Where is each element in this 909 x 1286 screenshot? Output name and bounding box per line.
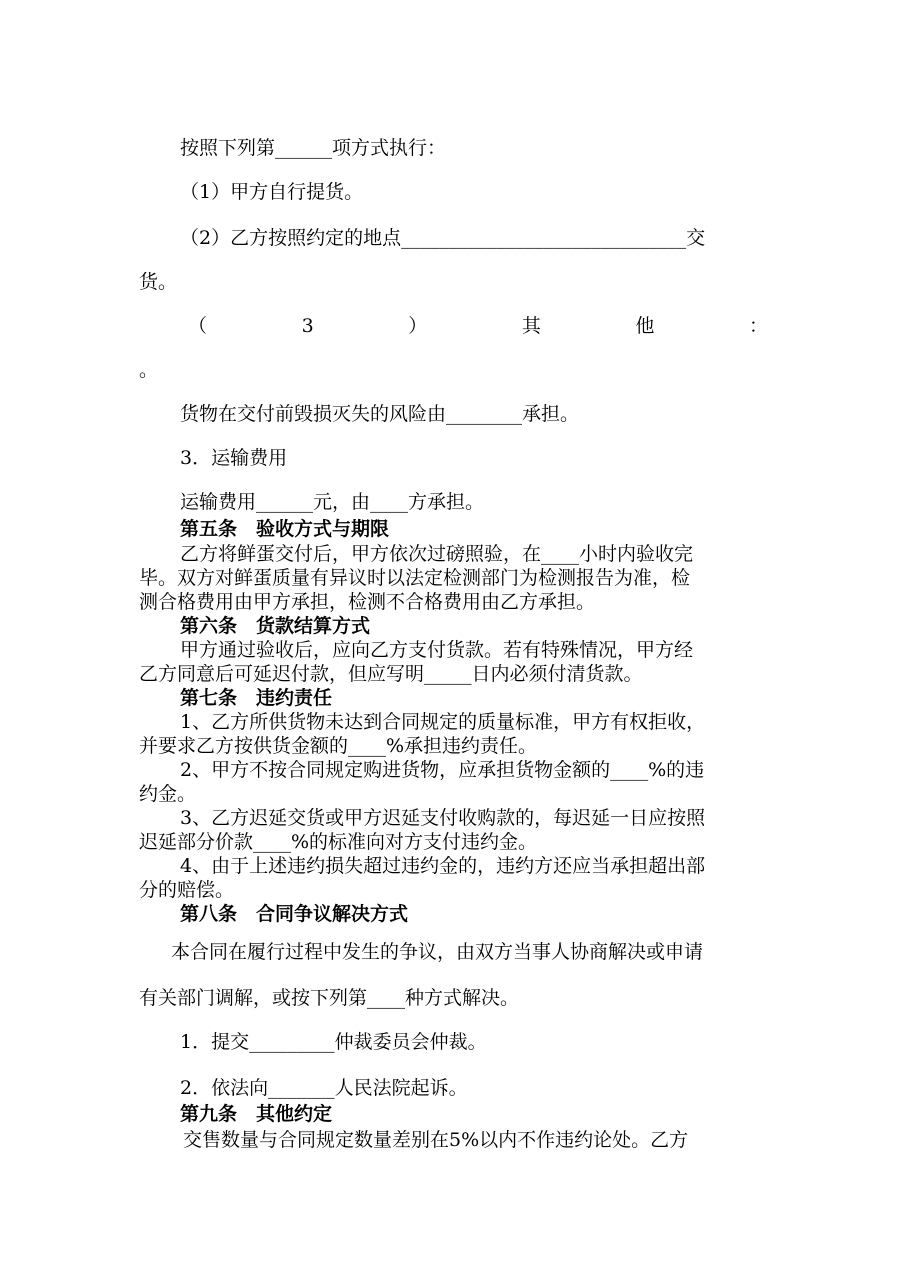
article-5-text: 测合格费用由甲方承担，检测不合格费用由乙方承担。 xyxy=(139,591,596,613)
delivery-option-3-cont: 。 xyxy=(139,359,159,381)
article-8-option-1: 1．提交_________仲裁委员会仲裁。 xyxy=(180,1031,487,1053)
article-7-item-2: 约金。 xyxy=(139,783,197,805)
article-7-item-1: 并要求乙方按供货金额的____%承担违约责任。 xyxy=(139,735,538,757)
delivery-option-3 xyxy=(188,314,768,338)
article-7-heading: 第七条 违约责任 xyxy=(180,687,333,709)
option-3-part: 其 xyxy=(521,315,541,337)
article-5-heading: 第五条 验收方式与期限 xyxy=(180,518,390,540)
article-7-item-3: 迟延部分价款____%的标准向对方支付违约金。 xyxy=(139,831,538,853)
article-7-item-4: 分的赔偿。 xyxy=(139,879,235,901)
article-9-heading: 第九条 其他约定 xyxy=(180,1103,333,1125)
article-8-text: 本合同在履行过程中发生的争议，由双方当事人协商解决或申请 xyxy=(171,941,704,963)
article-6-heading: 第六条 货款结算方式 xyxy=(180,615,371,637)
delivery-option-1: （1）甲方自行提货。 xyxy=(180,181,364,203)
article-6-text: 甲方通过验收后，应向乙方支付货款。若有特殊情况，甲方经 xyxy=(180,639,694,661)
option-3-part: 3 xyxy=(301,315,314,337)
option-3-part: （ xyxy=(188,315,208,337)
option-3-part: ） xyxy=(408,315,428,337)
article-5-text: 毕。双方对鲜蛋质量有异议时以法定检测部门为检测报告为准，检 xyxy=(139,567,691,589)
article-8-text: 有关部门调解，或按下列第____种方式解决。 xyxy=(139,987,520,1009)
article-7-item-3: 3、乙方迟延交货或甲方迟延支付收购款的，每迟延一日应按照 xyxy=(180,807,706,829)
option-3-part: 他 xyxy=(635,315,655,337)
article-7-item-4: 4、由于上述违约损失超过违约金的，违约方还应当承担超出部 xyxy=(180,855,706,877)
article-9-text: 交售数量与合同规定数量差别在5%以内不作违约论处。乙方 xyxy=(183,1129,689,1151)
article-8-heading: 第八条 合同争议解决方式 xyxy=(180,903,409,925)
delivery-option-2-cont: 货。 xyxy=(139,271,178,293)
article-8-option-2: 2．依法向_______人民法院起诉。 xyxy=(180,1077,468,1099)
article-6-text: 乙方同意后可延迟付款，但应写明_____日内必须付清货款。 xyxy=(139,663,643,685)
delivery-method-choice: 按照下列第______项方式执行： xyxy=(180,137,447,159)
risk-of-loss-clause: 货物在交付前毁损灭失的风险由________承担。 xyxy=(180,403,580,425)
transport-cost-heading: 3．运输费用 xyxy=(180,447,288,469)
option-3-part: ： xyxy=(748,315,768,337)
article-7-item-2: 2、甲方不按合同规定购进货物，应承担货物金额的____%的违 xyxy=(180,759,705,781)
transport-cost-clause: 运输费用______元，由____方承担。 xyxy=(180,491,485,513)
article-7-item-1: 1、乙方所供货物未达到合同规定的质量标准，甲方有权拒收， xyxy=(180,711,706,733)
article-5-text: 乙方将鲜蛋交付后，甲方依次过磅照验，在____小时内验收完 xyxy=(180,543,694,565)
delivery-option-2: （2）乙方按照约定的地点______________________________交 xyxy=(180,227,706,249)
